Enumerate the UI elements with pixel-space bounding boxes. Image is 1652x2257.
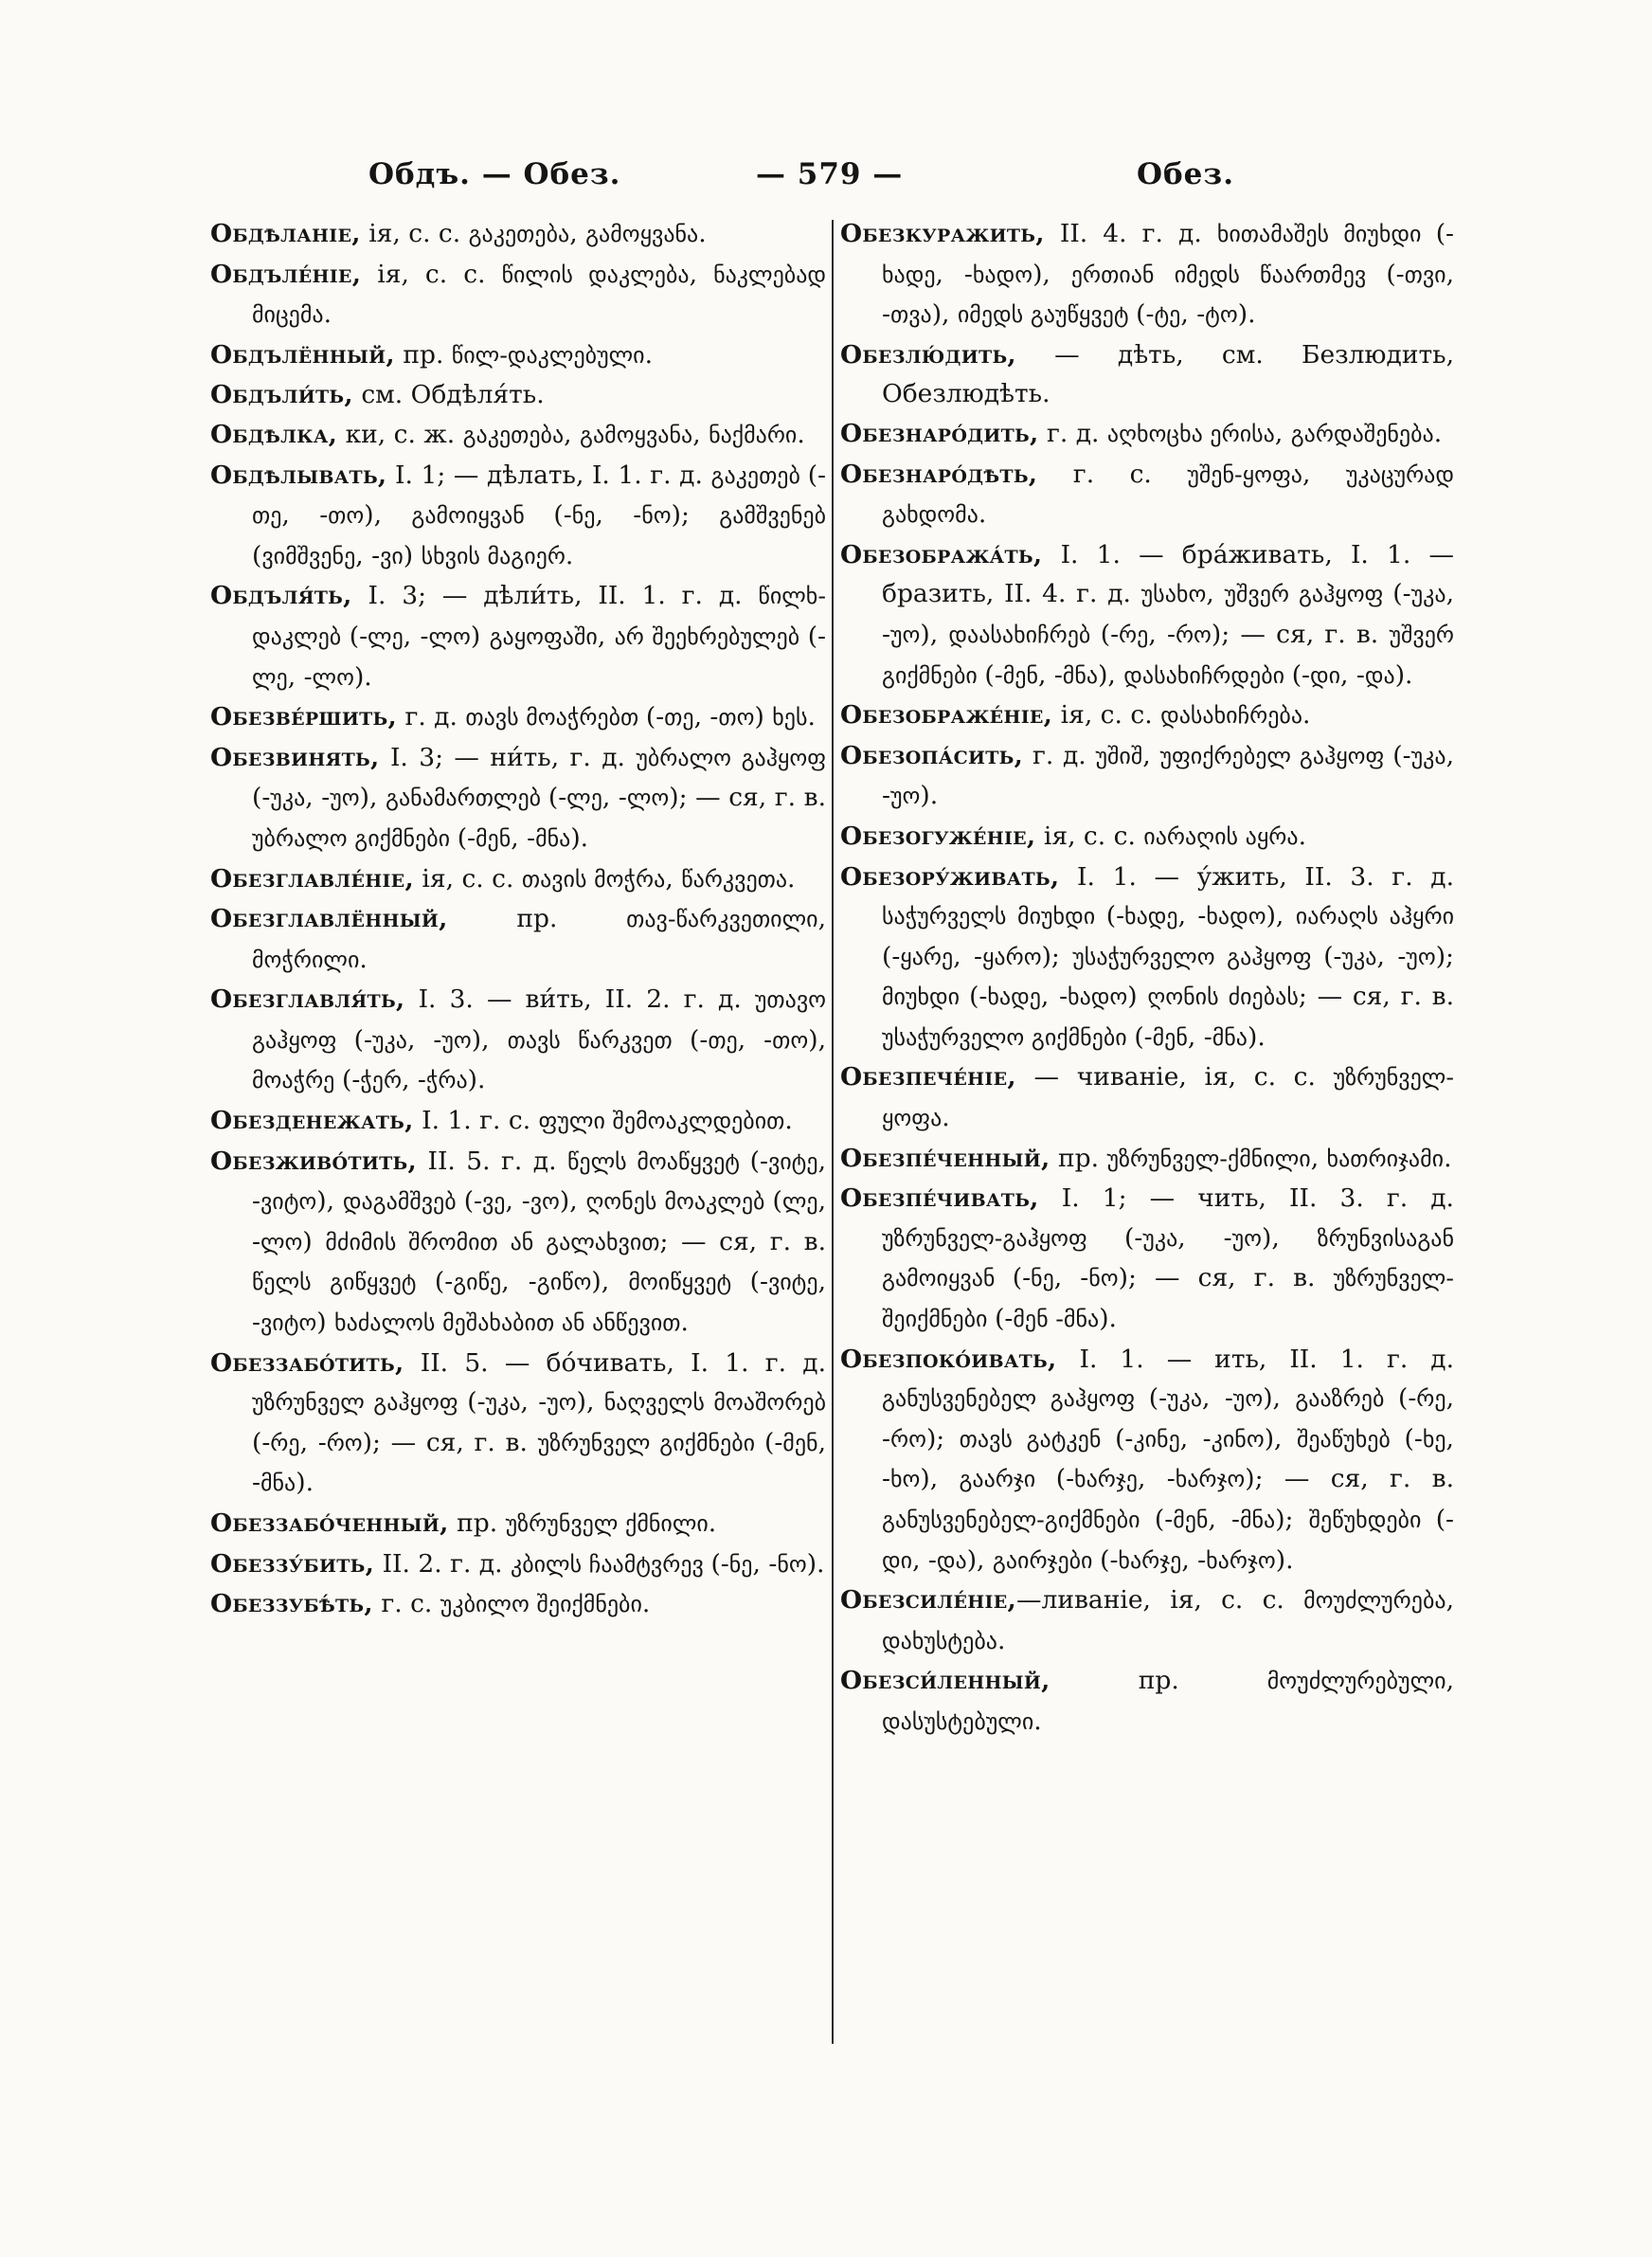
entry-definition: пр. მოუძლურებული, დასუსტებული.: [882, 1666, 1454, 1736]
dictionary-entry: [210, 1344, 826, 1504]
entry-definition: II. 2. г. д. კბილს ჩაამტვრევ (-ნე, -ნო).: [374, 1548, 825, 1579]
entry-headword: Обеззабо́ченный,: [210, 1508, 449, 1538]
dictionary-entry: [210, 1142, 826, 1344]
entry-definition: I. 3; — ни́ть, г. д. უბრალო გაჰყოფ (-უკა, -უო), განამართლებ (-ლე, -ლო); — ся, г. в. უბრალო გიქმნები (-მენ, -მნა).: [252, 742, 826, 853]
entry-headword: Обезвинять,: [210, 742, 380, 772]
dictionary-entry: [840, 1580, 1454, 1661]
entry-headword: Обезлю́дить,: [840, 339, 1016, 370]
entry-headword: Обезнаро́дѣть,: [840, 459, 1038, 489]
dictionary-entry: [210, 980, 826, 1101]
entry-headword: Обезглавля́ть,: [210, 984, 405, 1015]
entry-headword: Обезпоко́ивать,: [840, 1344, 1057, 1374]
column-divider: [832, 220, 834, 2044]
entry-headword: Обезнаро́дить,: [840, 418, 1039, 448]
entry-definition: I. 1. — бра́живать, I. 1. — бразить, II. 4. г. д. უსახო, უშვერ გაჰყოფ (-უკა, -უო), დაასახიჩრებ (-რე, -რო); — ся, г. в. უშვერ გიქმნები (-მენ, -მნა), დასახიჩრდები (-დი, -და).: [882, 539, 1454, 690]
dictionary-entry: [840, 535, 1454, 695]
entry-definition: ія, с. с. წილის დაკლება, ნაკლებად მიცემა.: [252, 259, 826, 330]
entry-headword: Обдъле́ніе,: [210, 259, 362, 289]
entry-headword: Обезпе́чивать,: [840, 1183, 1039, 1214]
entry-definition: г. д. თავს მოაჭრებთ (-თე, -თო) ხეს.: [397, 702, 816, 732]
entry-definition: —ливаніе, ія, с. с. მოუძლურება, დახუსტება.: [882, 1585, 1454, 1655]
dictionary-entry: [210, 859, 826, 900]
entry-definition: — чиваніе, ія, с. с. უზრუნველ-ყოფა.: [882, 1062, 1454, 1133]
entry-headword: Обдѣлка,: [210, 419, 338, 449]
dictionary-entry: [210, 1584, 826, 1625]
entry-headword: Обезглавлённый,: [210, 904, 448, 934]
entry-headword: Обезображе́ніе,: [840, 700, 1053, 731]
entry-headword: Обезденежать,: [210, 1106, 414, 1136]
entry-headword: Обезглавле́ніе,: [210, 863, 414, 894]
dictionary-entry: [210, 1504, 826, 1544]
entry-headword: Обезору́живать,: [840, 861, 1060, 892]
dictionary-entry: [210, 697, 826, 738]
entry-definition: I. 1; — дѣлать, I. 1. г. д. გაკეთებ (-თე, -თო), გამოიყვან (-ნე, -ნო); გამშვენებ (ვიმშვენე, -ვი) სხვის მაგიერ.: [252, 460, 826, 570]
entry-headword: Обезси́ленный,: [840, 1666, 1050, 1696]
dictionary-entry: [210, 899, 826, 980]
dictionary-entry: [840, 858, 1454, 1058]
entry-headword: Обеззабо́тить,: [210, 1347, 404, 1378]
entry-definition: г. д. აღხოცხა ერისა, გარდაშენება.: [1038, 418, 1443, 448]
entry-definition: I. 1. — у́жить, II. 3. г. д. საჭურველს მიუხდი (-ხადე, -ხადო), იარაღს აჰყრი (-ყარე, -ყარო); უსაჭურველო გაჰყოფ (-უკა, -უო); მიუხდი (-ხადე, -ხადო) ღონის ძიებას; — ся, г. в. უსაჭურველო გიქმნები (-მენ, -მნა).: [882, 861, 1454, 1052]
dictionary-entry: [210, 214, 826, 255]
entry-definition: г. д. უშიშ, უფიქრებელ გაჰყოფ (-უკა, -უო).: [882, 740, 1454, 811]
dictionary-entry: [840, 1139, 1454, 1180]
entry-definition: ки, с. ж. გაკეთება, გამოყვანა, ნაქმარი.: [337, 419, 805, 449]
entry-headword: Обезве́ршить,: [210, 702, 398, 732]
entry-definition: — дѣть, см. Безлюдить, Обезлюдѣть.: [882, 339, 1454, 409]
dictionary-entry: [840, 335, 1454, 414]
entry-headword: Обезобража́ть,: [840, 539, 1043, 569]
entry-headword: Обдъля́ть,: [210, 581, 352, 611]
entry-definition: ія, с. с. გაკეთება, გამოყვანა.: [360, 219, 707, 248]
dictionary-entry: [210, 335, 826, 376]
entry-definition: пр. თავ-წარკვეთილი, მოჭრილი.: [252, 904, 826, 974]
entry-definition: пр. უზრუნველ-ქმნილი, ხათრიჯამი.: [1050, 1143, 1452, 1173]
dictionary-entry: [840, 1340, 1454, 1581]
entry-definition: г. с. უკბილო შეიქმნები.: [372, 1589, 651, 1619]
dictionary-entry: [840, 695, 1454, 736]
entry-headword: Обдѣланіе,: [210, 219, 361, 248]
right-column: [840, 214, 1454, 2232]
dictionary-entry: [210, 415, 826, 456]
running-head-left: Обдъ. — Обез.: [368, 157, 621, 191]
entry-definition: I. 1; — чить, II. 3. г. д. უზრუნველ-გაჰყოფ (-უკა, -უო), ზრუნვისაგან გამოიყვან (-ნე, -ნო); — ся, г. в. უზრუნველ-შეიქმნები (-მენ -მნა).: [882, 1183, 1454, 1334]
entry-definition: I. 3; — дѣли́ть, II. 1. г. д. წილხ-დაკლებ (-ლე, -ლო) გაყოფაში, არ შეეხრებულებ (-ლე, -ლო).: [252, 581, 826, 692]
dictionary-entry: [840, 1057, 1454, 1138]
page-header: [0, 157, 1652, 205]
entry-definition: I. 1. — ить, II. 1. г. д. განუსვენებელ გაჰყოფ (-უკა, -უო), გააზრებ (-რე, -რო); თავს გატკენ (-კინე, -კინო), შეაწუხებ (-ხე, -ხო), გაარჯი (-ხარჯე, -ხარჯო); — ся, г. в. განუსვენებელ-გიქმნები (-მენ, -მნა); შეწუხდები (-დი, -და), გაირჯები (-ხარჯე, -ხარჯო).: [882, 1344, 1454, 1575]
page-number: — 579 —: [756, 157, 904, 191]
entry-headword: Обезпе́ченный,: [840, 1143, 1050, 1173]
entry-headword: Обдъли́ть,: [210, 380, 353, 410]
entry-definition: ія, с. с. თავის მოჭრა, წარკვეთა.: [414, 863, 796, 894]
dictionary-entry: [840, 817, 1454, 858]
entry-headword: Обезживо́тить,: [210, 1146, 418, 1176]
entry-definition: I. 1. г. с. ფული შემოაკლდებით.: [413, 1106, 793, 1136]
entry-definition: ія, с. с. დასახიჩრება.: [1052, 700, 1311, 731]
entry-headword: Обеззубѣ́ть,: [210, 1589, 373, 1619]
entry-headword: Обезкуражить,: [840, 219, 1045, 248]
dictionary-entry: [840, 214, 1454, 335]
dictionary-entry: [840, 414, 1454, 455]
dictionary-entry: [210, 456, 826, 577]
entry-headword: Обеззу́бить,: [210, 1548, 375, 1579]
entry-headword: Обезогуже́ніе,: [840, 821, 1036, 851]
entry-definition: I. 3. — ви́ть, II. 2. г. д. უთავო გაჰყოფ (-უკა, -უო), თავს წარკვეთ (-თე, -თო), მოაჭრე (-ჭერ, -ჭრა).: [252, 984, 826, 1095]
dictionary-entry: [210, 576, 826, 697]
entry-definition: II. 5. г. д. წელს მოაწყვეტ (-ვიტე, -ვიტო), დაგამშვებ (-ვე, -ვო), ღონეს მოაკლებ (ლე, -ლო) მძიმის შრომით ან გალახვით; — ся, г. в. წელს გიწყვეტ (-გიწე, -გიწო), მოიწყვეტ (-ვიტე, -ვიტო) ხაძალოს მეშახაბით ან ანწევით.: [252, 1146, 826, 1338]
dictionary-entry: [210, 255, 826, 335]
entry-headword: Обезпече́ніе,: [840, 1062, 1016, 1092]
entry-definition: II. 5. — бо́чивать, I. 1. г. д. უზრუნველ გაჰყოფ (-უკა, -უო), ნაღველს მოაშორებ (-რე, -რო); — ся, г. в. უზრუნველ გიქმნები (-მენ, -მნა).: [252, 1347, 826, 1498]
left-column: [210, 214, 826, 2232]
dictionary-entry: [210, 738, 826, 859]
dictionary-entry: [210, 1101, 826, 1142]
entry-headword: Обезопа́сить,: [840, 740, 1024, 770]
entry-definition: пр. წილ-დაკლებული.: [394, 339, 654, 370]
dictionary-entry: [210, 375, 826, 415]
running-head-right: Обез.: [1137, 157, 1234, 191]
entry-headword: Обезсиле́ніе,: [840, 1585, 1017, 1616]
entry-definition: пр. უზრუნველ ქმნილი.: [448, 1508, 717, 1538]
dictionary-entry: [840, 455, 1454, 535]
dictionary-entry: [840, 1179, 1454, 1339]
dictionary-entry: [840, 736, 1454, 817]
entry-definition: г. с. უშენ-ყოფა, უკაცურად გახდომა.: [882, 459, 1454, 530]
entry-definition: ія, с. с. იარაღის აყრა.: [1035, 821, 1306, 851]
entry-headword: Обдълённый,: [210, 339, 395, 370]
dictionary-entry: [840, 1661, 1454, 1742]
entry-definition: II. 4. г. д. ხითამაშეს მიუხდი (-ხადე, -ხადო), ერთიან იმედს წაართმევ (-თვი, -თვა), იმედს გაუწყვეტ (-ტე, -ტო).: [882, 219, 1454, 330]
entry-headword: Обдѣлывать,: [210, 460, 387, 490]
entry-definition: см. Обдѣля́ть.: [352, 380, 545, 410]
dictionary-entry: [210, 1544, 826, 1585]
